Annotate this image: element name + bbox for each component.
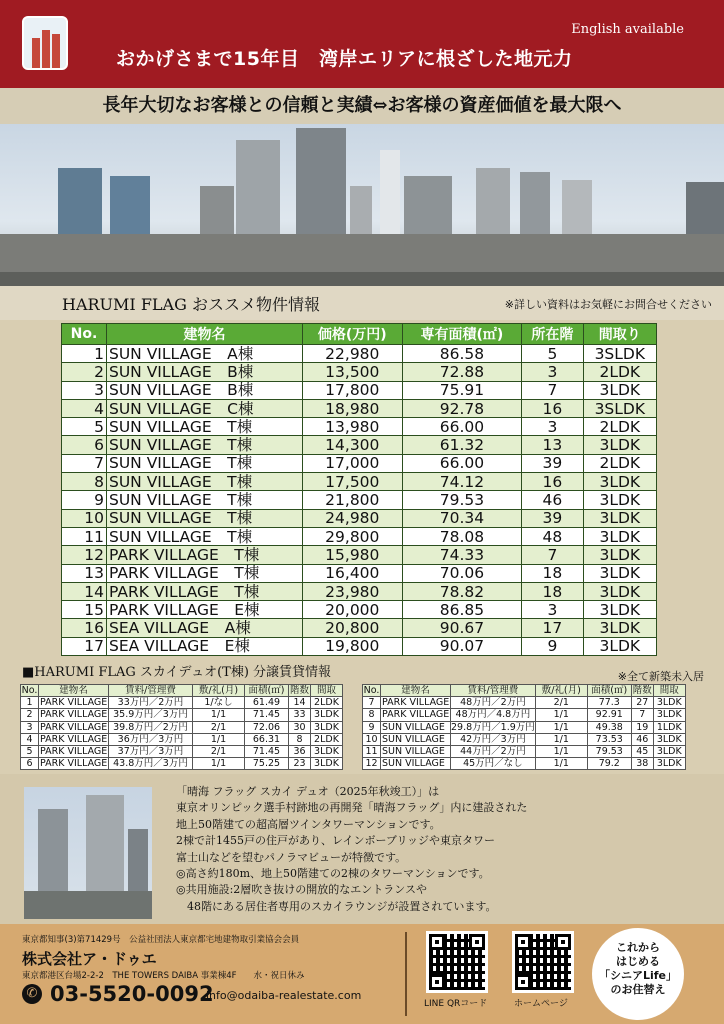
row-number: 14: [62, 582, 107, 600]
rental-header-row: [21, 685, 343, 697]
rental-row: [21, 758, 343, 770]
rental-cell: 1/1: [535, 721, 587, 733]
rental-cell: SUN VILLAGE: [381, 721, 451, 733]
english-available-label: English available: [571, 22, 684, 37]
row-area: 90.67: [402, 619, 522, 637]
row-building: SUN VILLAGE T棟: [107, 491, 303, 509]
rental-cell: 61.49: [245, 697, 289, 709]
rental-col-header: 建物名: [381, 685, 451, 697]
company-logo: [22, 16, 68, 70]
rental-cell: 45: [631, 745, 653, 757]
row-building: SUN VILLAGE B棟: [107, 363, 303, 381]
row-floor: 3: [522, 363, 583, 381]
row-building: SUN VILLAGE T棟: [107, 509, 303, 527]
rental-cell: 1/1: [535, 709, 587, 721]
description-line: ◎高さ約180m、地上50階建ての2棟のタワーマンションです。: [176, 867, 490, 881]
rental-cell: 3LDK: [653, 709, 685, 721]
description-line: 2棟で計1455戸の住戸があり、レインボーブリッジや東京タワー: [176, 834, 496, 848]
rental-cell: 7: [631, 709, 653, 721]
rental-cell: 9: [363, 721, 381, 733]
rental-cell: 30: [289, 721, 311, 733]
rental-cell: 79.2: [587, 758, 631, 770]
rental-cell: 35.9万円／3万円: [109, 709, 193, 721]
rental-cell: 66.31: [245, 733, 289, 745]
rental-cell: 1LDK: [653, 721, 685, 733]
listing-table: [61, 323, 657, 656]
rental-cell: PARK VILLAGE: [40, 746, 108, 758]
row-price: 17,500: [303, 473, 403, 491]
row-number: 9: [62, 491, 107, 509]
table-row: [62, 619, 657, 637]
listing-title: HARUMI FLAG おススメ物件情報: [62, 295, 320, 314]
row-floor: 3: [522, 418, 583, 436]
rental-cell: PARK VILLAGE: [40, 733, 108, 745]
row-layout: 3LDK: [583, 509, 656, 527]
rental-cell: 45万円／なし: [451, 758, 536, 770]
rental-cell: 71.45: [245, 709, 289, 721]
row-area: 61.32: [402, 436, 522, 454]
rental-row: [363, 721, 686, 733]
row-area: 75.91: [402, 381, 522, 399]
phone-number[interactable]: 03-5520-0092: [50, 982, 214, 1006]
rental-cell: 6: [21, 758, 39, 770]
rental-cell: PARK VILLAGE: [40, 709, 108, 721]
rental-cell: SUN VILLAGE: [381, 733, 451, 745]
row-building: SUN VILLAGE T棟: [107, 418, 303, 436]
row-layout: 3SLDK: [583, 345, 656, 363]
city-skyline-photo: [0, 124, 724, 286]
line-qr-label: LINE QRコード: [424, 999, 488, 1009]
rental-cell: 1/1: [193, 758, 245, 770]
description-text: [176, 784, 527, 915]
table-row: [62, 582, 657, 600]
row-area: 90.07: [402, 637, 522, 655]
rental-col-header: 階数: [632, 685, 652, 697]
row-layout: 3LDK: [583, 582, 656, 600]
rental-col-header: 敷/礼(月): [193, 685, 245, 697]
row-building: SUN VILLAGE T棟: [107, 527, 303, 545]
row-building: SUN VILLAGE C棟: [107, 399, 303, 417]
description-line: 富士山などを望むパノラマビューが特徴です。: [176, 850, 407, 864]
footer-divider: [405, 932, 407, 1016]
email-link[interactable]: info@odaiba-realestate.com: [206, 989, 362, 1002]
rental-cell: 29.8万円／1.9万円: [451, 721, 535, 733]
rental-col-header: 賃料/管理費: [451, 685, 536, 697]
rental-cell: 12: [363, 758, 381, 770]
badge-line: 「シニアLife」: [598, 969, 678, 982]
row-price: 20,000: [303, 601, 403, 619]
row-number: 5: [62, 418, 107, 436]
rental-cell: 5: [21, 745, 39, 757]
row-layout: 3LDK: [583, 473, 656, 491]
row-area: 66.00: [402, 454, 522, 472]
row-price: 22,980: [303, 345, 403, 363]
rental-cell: 92.91: [587, 709, 631, 721]
rental-row: [21, 709, 343, 721]
rental-col-header: No.: [363, 685, 380, 697]
company-address: 東京都港区台場2-2-2 THE TOWERS DAIBA 事業棟4F 水・祝日休み: [22, 971, 305, 981]
tower-photo: [24, 787, 152, 919]
row-area: 74.33: [402, 546, 522, 564]
rental-cell: 77.3: [587, 697, 631, 709]
row-number: 10: [62, 509, 107, 527]
row-price: 21,800: [303, 491, 403, 509]
rental-cell: 36万円／3万円: [109, 733, 193, 745]
row-layout: 3LDK: [583, 601, 656, 619]
row-area: 92.78: [402, 399, 522, 417]
rental-col-header: 階数: [289, 685, 309, 697]
row-layout: 3LDK: [583, 564, 656, 582]
rental-cell: 36: [289, 745, 311, 757]
row-building: SEA VILLAGE A棟: [107, 619, 303, 637]
row-price: 17,000: [303, 454, 403, 472]
row-floor: 13: [522, 436, 583, 454]
row-building: SUN VILLAGE B棟: [107, 381, 303, 399]
table-row: [62, 564, 657, 582]
row-area: 66.00: [402, 418, 522, 436]
homepage-qr-label: ホームページ: [514, 999, 568, 1009]
rental-cell: PARK VILLAGE: [382, 709, 450, 721]
rental-cell: 2/1: [193, 721, 245, 733]
row-area: 70.34: [402, 509, 522, 527]
rental-cell: 19: [631, 721, 653, 733]
row-floor: 17: [522, 619, 583, 637]
row-number: 11: [62, 527, 107, 545]
table-row: [62, 601, 657, 619]
row-price: 19,800: [303, 637, 403, 655]
listing-heading-bar: [0, 286, 724, 320]
col-header-layout: 間取り: [583, 324, 656, 345]
row-price: 24,980: [303, 509, 403, 527]
description-line: 東京オリンピック選手村跡地の再開発「晴海フラッグ」内に建設された: [176, 801, 528, 815]
row-number: 12: [62, 546, 107, 564]
row-area: 70.06: [402, 564, 522, 582]
rental-col-header: 面積(㎡): [587, 685, 631, 697]
row-floor: 16: [522, 399, 583, 417]
rental-col-header: 間取: [653, 685, 685, 697]
description-line: 「晴海 フラッグ スカイ デュオ（2025年秋竣工）」は: [176, 785, 440, 798]
row-price: 23,980: [303, 582, 403, 600]
row-layout: 2LDK: [583, 363, 656, 381]
row-building: SUN VILLAGE T棟: [107, 473, 303, 491]
row-area: 74.12: [402, 473, 522, 491]
row-floor: 46: [522, 491, 583, 509]
rental-cell: PARK VILLAGE: [382, 697, 450, 709]
rental-cell: 1/1: [193, 733, 245, 745]
rental-cell: 33: [289, 709, 311, 721]
row-layout: 3LDK: [583, 546, 656, 564]
row-number: 3: [62, 381, 107, 399]
rental-row: [363, 758, 686, 770]
row-layout: 2LDK: [583, 418, 656, 436]
phone-icon: ✆: [22, 984, 42, 1004]
rental-row: [21, 697, 343, 709]
rental-cell: 14: [289, 697, 311, 709]
row-floor: 18: [522, 564, 583, 582]
row-area: 78.08: [402, 527, 522, 545]
rental-cell: 3LDK: [653, 733, 685, 745]
badge-line: はじめる: [616, 955, 660, 968]
row-number: 17: [62, 637, 107, 655]
company-name: 株式会社ア・ドゥエ: [22, 950, 157, 968]
row-price: 15,980: [303, 546, 403, 564]
rental-cell: 3LDK: [653, 758, 685, 770]
header-subtitle: 長年大切なお客様との信頼と実績⇔お客様の資産価値を最大限へ: [0, 88, 724, 124]
col-header-area: 専有面積(㎡): [402, 324, 522, 345]
badge-line: のお住替え: [610, 983, 666, 996]
row-area: 86.58: [402, 345, 522, 363]
row-number: 6: [62, 436, 107, 454]
rental-cell: 43.8万円／3万円: [109, 758, 193, 770]
rental-table-left: [20, 684, 343, 770]
homepage-qr-code[interactable]: [512, 931, 574, 993]
row-area: 78.82: [402, 582, 522, 600]
row-area: 72.88: [402, 363, 522, 381]
table-row: [62, 454, 657, 472]
row-price: 20,800: [303, 619, 403, 637]
table-row: [62, 363, 657, 381]
row-floor: 7: [522, 381, 583, 399]
rental-cell: 2/1: [535, 697, 587, 709]
rental-cell: PARK VILLAGE: [40, 697, 108, 709]
rental-cell: 3LDK: [311, 745, 343, 757]
rental-cell: 8: [289, 733, 311, 745]
rental-col-header: 賃料/管理費: [109, 685, 193, 697]
rental-cell: 3LDK: [311, 709, 343, 721]
rental-header-row: [363, 685, 686, 697]
rental-cell: 2: [21, 709, 39, 721]
rental-cell: 7: [363, 697, 381, 709]
rental-cell: 73.53: [587, 733, 631, 745]
header-bar: [0, 0, 724, 88]
rental-col-header: 建物名: [39, 685, 109, 697]
rental-cell: 11: [363, 745, 381, 757]
rental-cell: 10: [363, 733, 381, 745]
rental-col-header: 間取: [311, 685, 343, 697]
row-floor: 18: [522, 582, 583, 600]
rental-cell: 37万円／3万円: [109, 745, 193, 757]
rental-cell: PARK VILLAGE: [40, 758, 108, 770]
row-number: 1: [62, 345, 107, 363]
rental-cell: 3LDK: [311, 758, 343, 770]
row-building: SEA VILLAGE E棟: [107, 637, 303, 655]
rental-cell: 2/1: [193, 745, 245, 757]
rental-cell: 48万円／4.8万円: [451, 709, 536, 721]
rental-cell: 75.25: [245, 758, 289, 770]
table-row: [62, 491, 657, 509]
row-building: SUN VILLAGE A棟: [107, 345, 303, 363]
rental-cell: 3: [21, 721, 39, 733]
rental-cell: 4: [21, 733, 39, 745]
rental-cell: 1/1: [535, 758, 587, 770]
row-layout: 3LDK: [583, 637, 656, 655]
description-line: 48階にある居住者専用のスカイラウンジが設置されています。: [176, 899, 497, 913]
rental-cell: 38: [631, 758, 653, 770]
rental-cell: 44万円／2万円: [451, 745, 536, 757]
rental-row: [363, 733, 686, 745]
rental-col-header: 面積(㎡): [245, 685, 289, 697]
row-layout: 3LDK: [583, 527, 656, 545]
table-row: [62, 418, 657, 436]
col-header-no: No.: [62, 324, 107, 345]
row-number: 2: [62, 363, 107, 381]
rental-cell: 49.38: [587, 721, 631, 733]
row-price: 14,300: [303, 436, 403, 454]
rental-cell: SUN VILLAGE: [381, 745, 451, 757]
row-layout: 3LDK: [583, 619, 656, 637]
row-number: 7: [62, 454, 107, 472]
table-row: [62, 527, 657, 545]
row-floor: 39: [522, 454, 583, 472]
row-price: 16,400: [303, 564, 403, 582]
rental-cell: 3LDK: [311, 721, 343, 733]
rental-cell: PARK VILLAGE: [40, 721, 108, 733]
rental-cell: 33万円／2万円: [109, 697, 193, 709]
rental-cell: 8: [363, 709, 381, 721]
col-header-building: 建物名: [107, 324, 303, 345]
row-floor: 9: [522, 637, 583, 655]
senior-life-badge: [592, 928, 684, 1020]
col-header-price: 価格(万円): [303, 324, 403, 345]
row-building: PARK VILLAGE T棟: [107, 582, 303, 600]
rental-cell: 79.53: [587, 745, 631, 757]
row-floor: 7: [522, 546, 583, 564]
row-building: SUN VILLAGE T棟: [107, 436, 303, 454]
row-floor: 5: [522, 345, 583, 363]
rental-row: [363, 745, 686, 757]
rental-cell: 2LDK: [311, 697, 343, 709]
rental-cell: 1/なし: [193, 697, 245, 709]
rental-cell: 1/1: [193, 709, 245, 721]
rental-cell: SUN VILLAGE: [381, 758, 451, 770]
rental-cell: 23: [289, 758, 311, 770]
row-layout: 3SLDK: [583, 399, 656, 417]
row-number: 16: [62, 619, 107, 637]
rental-row: [363, 697, 686, 709]
rental-cell: 72.06: [245, 721, 289, 733]
rental-cell: 1/1: [535, 733, 587, 745]
rental-cell: 3LDK: [653, 697, 685, 709]
row-building: PARK VILLAGE E棟: [107, 601, 303, 619]
table-row: [62, 399, 657, 417]
table-row: [62, 436, 657, 454]
col-header-floor: 所在階: [522, 324, 583, 345]
rental-row: [363, 709, 686, 721]
table-row: [62, 473, 657, 491]
rental-col-header: No.: [21, 685, 38, 697]
header-title: おかげさまで15年目 湾岸エリアに根ざした地元力: [116, 48, 573, 70]
row-building: SUN VILLAGE T棟: [107, 454, 303, 472]
rental-cell: 39.8万円／2万円: [109, 721, 193, 733]
rental-row: [21, 745, 343, 757]
table-row: [62, 381, 657, 399]
row-layout: 3LDK: [583, 381, 656, 399]
rental-row: [21, 721, 343, 733]
row-area: 79.53: [402, 491, 522, 509]
rental-cell: 48万円／2万円: [451, 697, 536, 709]
listing-note: ※詳しい資料はお気軽にお問合せください: [504, 298, 712, 311]
rental-cell: 42万円／3万円: [451, 733, 536, 745]
row-layout: 3LDK: [583, 436, 656, 454]
row-price: 13,980: [303, 418, 403, 436]
row-number: 13: [62, 564, 107, 582]
row-area: 86.85: [402, 601, 522, 619]
description-line: 地上50階建ての超高層ツインタワーマンションです。: [176, 817, 441, 831]
row-number: 15: [62, 601, 107, 619]
badge-line: これから: [616, 941, 660, 954]
row-price: 29,800: [303, 527, 403, 545]
row-number: 8: [62, 473, 107, 491]
rental-table-right: [362, 684, 686, 770]
rental-row: [21, 733, 343, 745]
table-row: [62, 637, 657, 655]
row-building: PARK VILLAGE T棟: [107, 546, 303, 564]
rental-cell: 46: [631, 733, 653, 745]
row-floor: 48: [522, 527, 583, 545]
row-number: 4: [62, 399, 107, 417]
row-price: 13,500: [303, 363, 403, 381]
rental-cell: 71.45: [245, 745, 289, 757]
rental-title: ■HARUMI FLAG スカイデュオ(T棟) 分譲賃貸情報: [22, 665, 332, 680]
rental-cell: 2LDK: [311, 733, 343, 745]
rental-cell: 3LDK: [653, 745, 685, 757]
rental-col-header: 敷/礼(月): [535, 685, 587, 697]
row-price: 18,980: [303, 399, 403, 417]
row-price: 17,800: [303, 381, 403, 399]
description-line: ◎共用施設:2層吹き抜けの開放的なエントランスや: [176, 883, 427, 897]
rental-cell: 27: [631, 697, 653, 709]
table-row: [62, 546, 657, 564]
row-floor: 39: [522, 509, 583, 527]
line-qr-code[interactable]: [426, 931, 488, 993]
license-text: 東京都知事(3)第71429号 公益社団法人東京都宅地建物取引業協会会員: [22, 935, 300, 945]
rental-note: ※全て新築未入居: [617, 670, 704, 683]
row-layout: 3LDK: [583, 491, 656, 509]
row-layout: 2LDK: [583, 454, 656, 472]
rental-cell: 1/1: [535, 745, 587, 757]
table-row: [62, 345, 657, 363]
row-floor: 16: [522, 473, 583, 491]
rental-cell: 1: [21, 697, 39, 709]
row-building: PARK VILLAGE T棟: [107, 564, 303, 582]
table-row: [62, 509, 657, 527]
row-floor: 3: [522, 601, 583, 619]
